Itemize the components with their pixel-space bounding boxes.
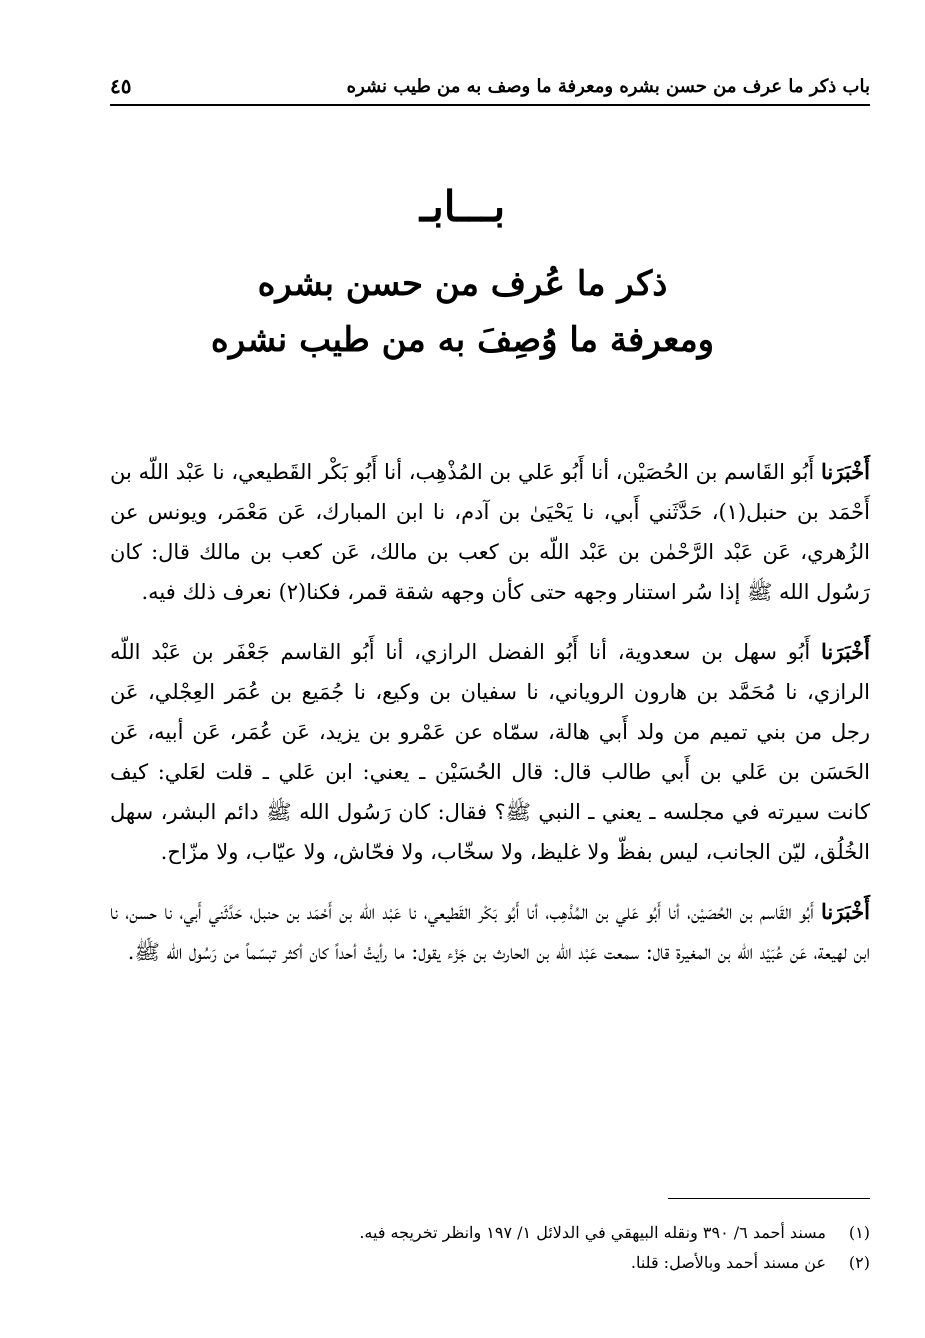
page-number: ٤٥ <box>110 74 132 98</box>
header-rule <box>110 104 870 106</box>
chapter-title-line-1: ذكر ما عُرف من حسن بشره <box>257 264 668 304</box>
footnote-2 <box>110 1248 870 1278</box>
paragraph-text: أَبُو القَاسم بن الحُصَيْن، أنا أَبُو عَلي بن المُذْهِب، أنا أَبُو بَكْر القَطيعي، نا عَبْد اللّه بن أَحْمَد بن حنبل(١)، حَدَّثَني أَبي، نا يَحْيَىٰ بن آدم، نا ابن المبارك، عَن مَعْمَر، ويونس عن الزُهري، عَن عَبْد الرَّحْمٰن بن عَبْد اللّه بن كعب بن مالك، عَن كعب بن مالك قال: كان رَسُول الله ﷺ إذا سُر استنار وجهه حتى كأن وجهه شقة قمر، فكنا(٢) نعرف ذلك فيه. <box>110 460 870 604</box>
footnote-rule <box>668 1198 870 1199</box>
paragraph-text: أَبُو سهل بن سعدوية، أنا أَبُو الفضل الرازي، أنا أَبُو القاسم جَعْفَر بن عَبْد اللّه الرازي، نا مُحَمَّد بن هارون الروياني، نا سفيان بن وكيع، نا جُمَيع بن عُمَر العِجْلي، عَن رجل من بني تميم من ولد أَبي هالة، سمّاه عن عَمْرو بن يزيد، عَن عُمَر، عَن أبيه، عَن الحَسَن بن عَلي بن أَبي طالب قال: قال الحُسَيْن ـ يعني: ابن عَلي ـ قلت لعَلي: كيف كانت سيرته في مجلسه ـ يعني ـ النبي ﷺ؟ فقال: كان رَسُول الله ﷺ دائم البشر، سهل الخُلُق، ليّن الجانب، ليس بفظّ ولا غليظ، ولا سخّاب، ولا فحّاش، ولا عيّاب، ولا مزّاح. <box>110 640 870 864</box>
paragraph-2 <box>110 632 870 872</box>
paragraph-text: أَبُو القَاسم بن الحُصَيْن، أنا أَبُو عَلي بن المُذْهِب، أنا أَبُو بَكْر القَطيعي، نا عَبْد اللّه بن أَحْمَد بن حنبل، حَدَّثَني أَبي، نا حسن، نا ابن لهيعة، عَن عُبَيْد اللّه بن المغيرة قال: سمعت عَبْد اللّه بن الحارث بن جَزْء يقول: ما رأيتُ أحداً كان أكثر تبسّماً من رَسُول الله ﷺ. <box>110 900 870 964</box>
paragraph-3 <box>110 892 870 972</box>
chapter-label: بـــابـ <box>419 182 506 231</box>
footnote-text: مسند أحمد ٦/ ٣٩٠ ونقله البيهقي في الدلائل ١/ ١٩٧ وانظر تخريجه فيه. <box>359 1223 826 1242</box>
page-header <box>110 70 870 102</box>
footnote-text: عن مسند أحمد وبالأصل: قلنا. <box>630 1253 826 1272</box>
footnotes <box>110 1218 870 1278</box>
paragraph-1 <box>110 452 870 612</box>
footnote-1 <box>110 1218 870 1248</box>
chapter-title-line-2: ومعرفة ما وُصِفَ به من طيب نشره <box>210 320 715 360</box>
paragraph-lead: أَخْبَرَنا <box>821 459 870 484</box>
paragraph-lead: أَخْبَرَنا <box>821 899 870 924</box>
body-text <box>110 452 870 992</box>
footnote-number: (١) <box>848 1223 870 1242</box>
footnote-number: (٢) <box>848 1253 870 1272</box>
paragraph-lead: أَخْبَرَنا <box>821 639 870 664</box>
chapter-title <box>0 256 925 368</box>
running-title: باب ذكر ما عرف من حسن بشره ومعرفة ما وصف به من طيب نشره <box>346 75 870 97</box>
